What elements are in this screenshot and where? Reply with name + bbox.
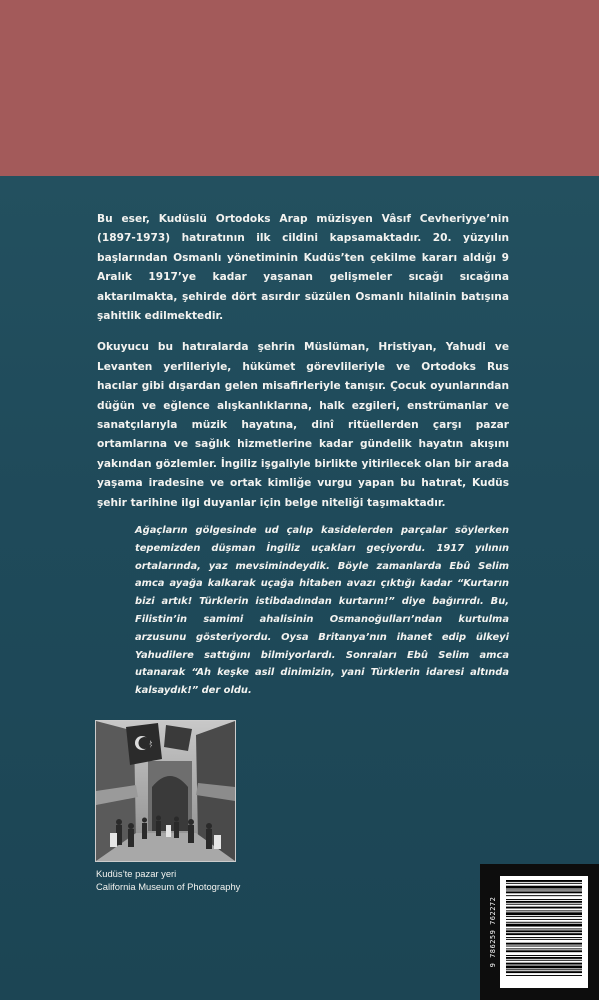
barcode-bar	[506, 957, 582, 959]
isbn-number	[487, 880, 499, 984]
barcode	[500, 876, 588, 988]
barcode-bar	[506, 924, 582, 927]
top-color-band	[0, 0, 599, 176]
book-description	[97, 210, 509, 525]
barcode-bar	[506, 904, 582, 905]
barcode-bar	[506, 943, 582, 945]
barcode-bar	[506, 937, 582, 938]
barcode-bar	[506, 891, 582, 893]
barcode-bar	[506, 930, 582, 932]
market-photo	[95, 720, 236, 862]
barcode-bar	[506, 912, 582, 915]
barcode-bar	[506, 960, 582, 961]
caption-title: Kudüs’te pazar yeri	[96, 868, 177, 879]
barcode-bar	[506, 922, 582, 923]
barcode-bar	[506, 969, 582, 970]
barcode-bar	[506, 948, 582, 949]
caption-credit: California Museum of Photography	[96, 881, 241, 892]
barcode-bar	[506, 919, 582, 920]
barcode-bar	[506, 880, 582, 882]
barcode-bar	[506, 971, 582, 973]
barcode-bar	[506, 963, 582, 965]
description-paragraph-2: Okuyucu bu hatıralarda şehrin Müslüman, Hristiyan, Yahudi ve Levanten yerlileriyle, hükümet görevlileriyle ve Ortodoks Rus hacılar gibi dışardan gelen misafirleriyle tanışır. Çocuk oyunlarından düğün ve eğlence alışkanlıklarına, halk ezgileri, enstrümanlar ve sanatçılarıyla müzik hayatına, dinî ritüellerden çarşı pazar ortamlarına ve sağlık hizmetlerine kadar gündelik hayatın akışını yakından gözlemler. İngiliz işgaliyle birlikte yitirilecek olan bir arada yaşama iradesine ve ortak kimliğe vurgu yapan bu hatırat, Kudüs şehir tarihine ilgi duyanlar için belge niteliği taşımaktadır.	[97, 341, 509, 509]
description-paragraph-1: Bu eser, Kudüslü Ortodoks Arap müzisyen Vâsıf Cevheriyye’nin (1897-1973) hatıratının ilk cildini kapsamaktadır. 20. yüzyılın başlarından Osmanlı yönetiminin Kudüs’ten çekilme kararı aldığı 9 Aralık 1917’ye kadar yaşanan gelişmeler sıcağı sıcağına aktarılmakta, şehirde dört asırdır süzülen Osmanlı hilalinin batışına şahitlik edilmektedir.	[97, 213, 509, 323]
barcode-bar	[506, 886, 582, 889]
isbn-digits: 9 786259 762272	[489, 896, 497, 968]
barcode-bar	[506, 975, 582, 976]
barcode-bar	[506, 907, 582, 909]
barcode-bar	[506, 899, 582, 900]
excerpt-quote	[135, 522, 509, 700]
barcode-bars	[500, 876, 588, 988]
barcode-bar	[506, 890, 582, 891]
barcode-bar	[506, 895, 582, 896]
barcode-bar	[506, 955, 582, 956]
market-photo-image	[96, 721, 235, 861]
barcode-bar	[506, 933, 582, 935]
photo-caption	[96, 867, 316, 893]
barcode-bar	[506, 901, 582, 903]
barcode-bar	[506, 883, 582, 884]
barcode-bar	[506, 939, 582, 940]
barcode-bar	[506, 928, 582, 929]
excerpt-text: Ağaçların gölgesinde ud çalıp kasidelerden parçalar söylerken tepemizden düşman İngiliz uçakları geçiyordu. 1917 yılının ortalarında, yaz mevsimindeydik. Böyle zamanlarda Ebû Selim amca ayağa kalkarak uçağa hitaben avazı çıktığı kadar “Kurtarın bizi artık! Türklerin istibdadından kurtarın!” diye bağırırdı. Bu, Filistin’in samimi ahalisinin Osmanoğulları’ndan kurtulma arzusunu gösteriyordu. Oysa Britanya’nın ihanet edip ülkeyi Yahudilere sattığını bilmiyorlardı. Sonraları Ebû Selim amca utanarak “Ah keşke asil dinimizin, yani Türklerin idaresi altında kalsaydık!” der oldu.	[135, 525, 509, 697]
barcode-bar	[506, 946, 582, 947]
barcode-bar	[506, 916, 582, 917]
barcode-bar	[506, 966, 582, 969]
barcode-bar	[506, 950, 582, 952]
barcode-bar	[506, 910, 582, 911]
